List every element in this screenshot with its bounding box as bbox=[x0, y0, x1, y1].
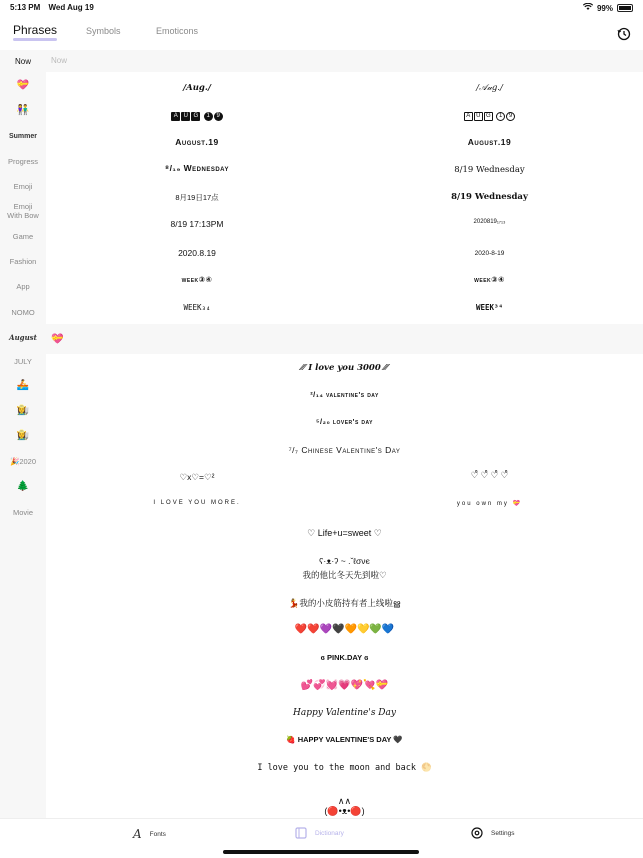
wifi-icon bbox=[583, 3, 593, 13]
phrase-item[interactable]: ɞ PINK.DAY ɞ bbox=[320, 653, 369, 662]
tab-phrases[interactable]: Phrases bbox=[13, 23, 58, 37]
phrase-item[interactable]: ♡̊ ♡̊ ♡̊ ♡̊ bbox=[470, 470, 509, 480]
fonts-icon: A bbox=[133, 827, 142, 841]
sidebar-item-emoji[interactable]: Emoji bbox=[13, 182, 33, 191]
now-phrases-card bbox=[52, 72, 637, 322]
phrase-item[interactable]: week③④ bbox=[181, 275, 213, 284]
phrase-item[interactable]: I LOVE YOU MORE. bbox=[153, 500, 241, 506]
home-indicator bbox=[223, 850, 419, 854]
dictionary-icon bbox=[295, 827, 307, 839]
history-icon[interactable] bbox=[617, 27, 631, 41]
sidebar-item-farmer[interactable]: 👩‍🌾 bbox=[16, 405, 30, 416]
sidebar-item-now[interactable]: Now bbox=[14, 57, 31, 66]
phrase-item[interactable]: ʕ·ᴥ·ʔ ~ .ˇℓσνє bbox=[319, 556, 370, 566]
phrase-item[interactable]: 2020.8.19 bbox=[178, 248, 216, 258]
section-title-now: Now bbox=[51, 56, 68, 65]
phrase-item[interactable]: (🔴•ᴥ•🔴) bbox=[324, 806, 365, 816]
sidebar-item-heart-gift[interactable]: 💝 bbox=[16, 80, 30, 91]
sidebar-item-tree[interactable]: 🌲 bbox=[16, 481, 30, 492]
phrase-item[interactable]: week③④ bbox=[474, 275, 505, 284]
phrase-item[interactable]: ⁸/₁₉ Wednesday bbox=[165, 163, 229, 173]
phrase-item[interactable]: ⁷/₇ Chinese Valentine's Day bbox=[288, 445, 401, 455]
phrase-item[interactable]: A U G 1 9 bbox=[52, 109, 342, 121]
tab-fonts-label: Fonts bbox=[149, 830, 166, 838]
phrase-item[interactable]: ⁵/₂₀ lover's day bbox=[316, 417, 373, 426]
phrase-item[interactable]: A U G 1 9 bbox=[342, 109, 637, 121]
phrase-item[interactable]: you own my 💝 bbox=[456, 501, 523, 507]
status-bar bbox=[0, 0, 643, 16]
status-date: Wed Aug 19 bbox=[48, 3, 94, 12]
phrase-item[interactable]: August.19 bbox=[175, 137, 219, 147]
section-header-heart-gift bbox=[46, 324, 643, 354]
sidebar-item-july[interactable]: JULY bbox=[14, 357, 32, 366]
status-time: 5:13 PM bbox=[10, 3, 41, 12]
phrase-item[interactable]: WEEK³⁴ bbox=[475, 303, 504, 312]
tab-settings-label: Settings bbox=[491, 829, 515, 837]
sidebar-item-movie[interactable]: Movie bbox=[12, 508, 33, 517]
phrase-item[interactable]: I love you to the moon and back 🌕 bbox=[257, 763, 432, 773]
phrase-item[interactable]: ⁄⁄⁄ I love you 3000 ⁄⁄⁄ bbox=[301, 363, 388, 373]
phrase-item[interactable]: 8月19日17点 bbox=[175, 193, 219, 202]
sidebar-item-nomo[interactable]: NOMO bbox=[11, 308, 35, 317]
phrase-item[interactable]: WEEK₃₄ bbox=[183, 303, 211, 312]
phrase-item[interactable]: /Aug./ bbox=[183, 83, 211, 93]
sidebar-item-august[interactable]: August bbox=[9, 333, 37, 342]
category-sidebar bbox=[0, 50, 46, 818]
phrase-item[interactable]: /𝒜𝓊𝑔./ bbox=[476, 83, 503, 93]
phrase-item[interactable]: ♡x♡=♡² bbox=[179, 472, 215, 482]
battery-icon bbox=[617, 4, 633, 12]
tab-dictionary-label: Dictionary bbox=[315, 829, 344, 837]
sidebar-item-emoji-with-bow[interactable]: Emoji With Bow bbox=[7, 202, 39, 220]
sidebar-item-summer[interactable]: Summer bbox=[8, 133, 37, 140]
phrase-item[interactable]: 💃我的小皮筋持有者上线啦ൠ bbox=[288, 598, 401, 608]
settings-icon bbox=[471, 827, 483, 839]
sidebar-item-progress[interactable]: Progress bbox=[7, 157, 38, 166]
battery-percent: 99% bbox=[596, 3, 613, 13]
phrase-item[interactable]: 8/19 17:13PM bbox=[170, 219, 224, 229]
phrase-item[interactable]: ♡ Life+u=sweet ♡ bbox=[307, 528, 382, 538]
phrase-item[interactable]: 8/19 Wednesday bbox=[451, 192, 528, 202]
section-header-now bbox=[46, 50, 643, 72]
phrase-item[interactable]: ²/₁₄ valentine's day bbox=[310, 390, 379, 399]
tab-emoticons[interactable]: Emoticons bbox=[156, 26, 199, 36]
phrase-item[interactable]: ❤️❤️💜🖤🧡💛💚💙 bbox=[294, 624, 395, 635]
phrase-item[interactable]: August.19 bbox=[467, 137, 512, 147]
tab-settings[interactable] bbox=[471, 827, 515, 839]
sidebar-item-farmer-2[interactable]: 👩‍🌾 bbox=[16, 430, 30, 441]
phrase-item[interactable]: 我的他比冬天先到啦♡ bbox=[302, 570, 387, 580]
sidebar-item-rowboat[interactable]: 🚣 bbox=[16, 380, 30, 391]
tab-fonts[interactable] bbox=[133, 827, 166, 841]
love-phrases-card bbox=[52, 354, 637, 818]
tab-symbols[interactable]: Symbols bbox=[86, 26, 121, 36]
sidebar-item-fashion[interactable]: Fashion bbox=[9, 257, 37, 266]
heart-gift-icon: 💝 bbox=[51, 334, 64, 345]
phrase-item[interactable]: 2020819₁₇₁₃ bbox=[473, 219, 506, 225]
phrase-item[interactable]: 2020-8-19 bbox=[474, 250, 505, 257]
sidebar-item-game[interactable]: Game bbox=[12, 232, 34, 241]
sidebar-item-couple[interactable]: 👫 bbox=[16, 105, 30, 116]
phrase-item[interactable]: Happy Valentine's Day bbox=[293, 708, 396, 718]
phrase-item[interactable]: 🍓 HAPPY VALENTINE'S DAY 🖤 bbox=[286, 735, 403, 744]
top-tabs bbox=[0, 20, 643, 48]
phrase-item[interactable]: 8/19 Wednesday bbox=[454, 165, 525, 175]
phrase-item[interactable]: ∧∧ bbox=[337, 796, 352, 806]
sidebar-item-2020[interactable]: 🎉2020 bbox=[9, 457, 37, 466]
sidebar-item-app[interactable]: App bbox=[16, 282, 30, 291]
tab-dictionary[interactable] bbox=[295, 827, 344, 839]
phrase-item[interactable]: 💕💞💓💗💖💘💝 bbox=[300, 680, 389, 691]
